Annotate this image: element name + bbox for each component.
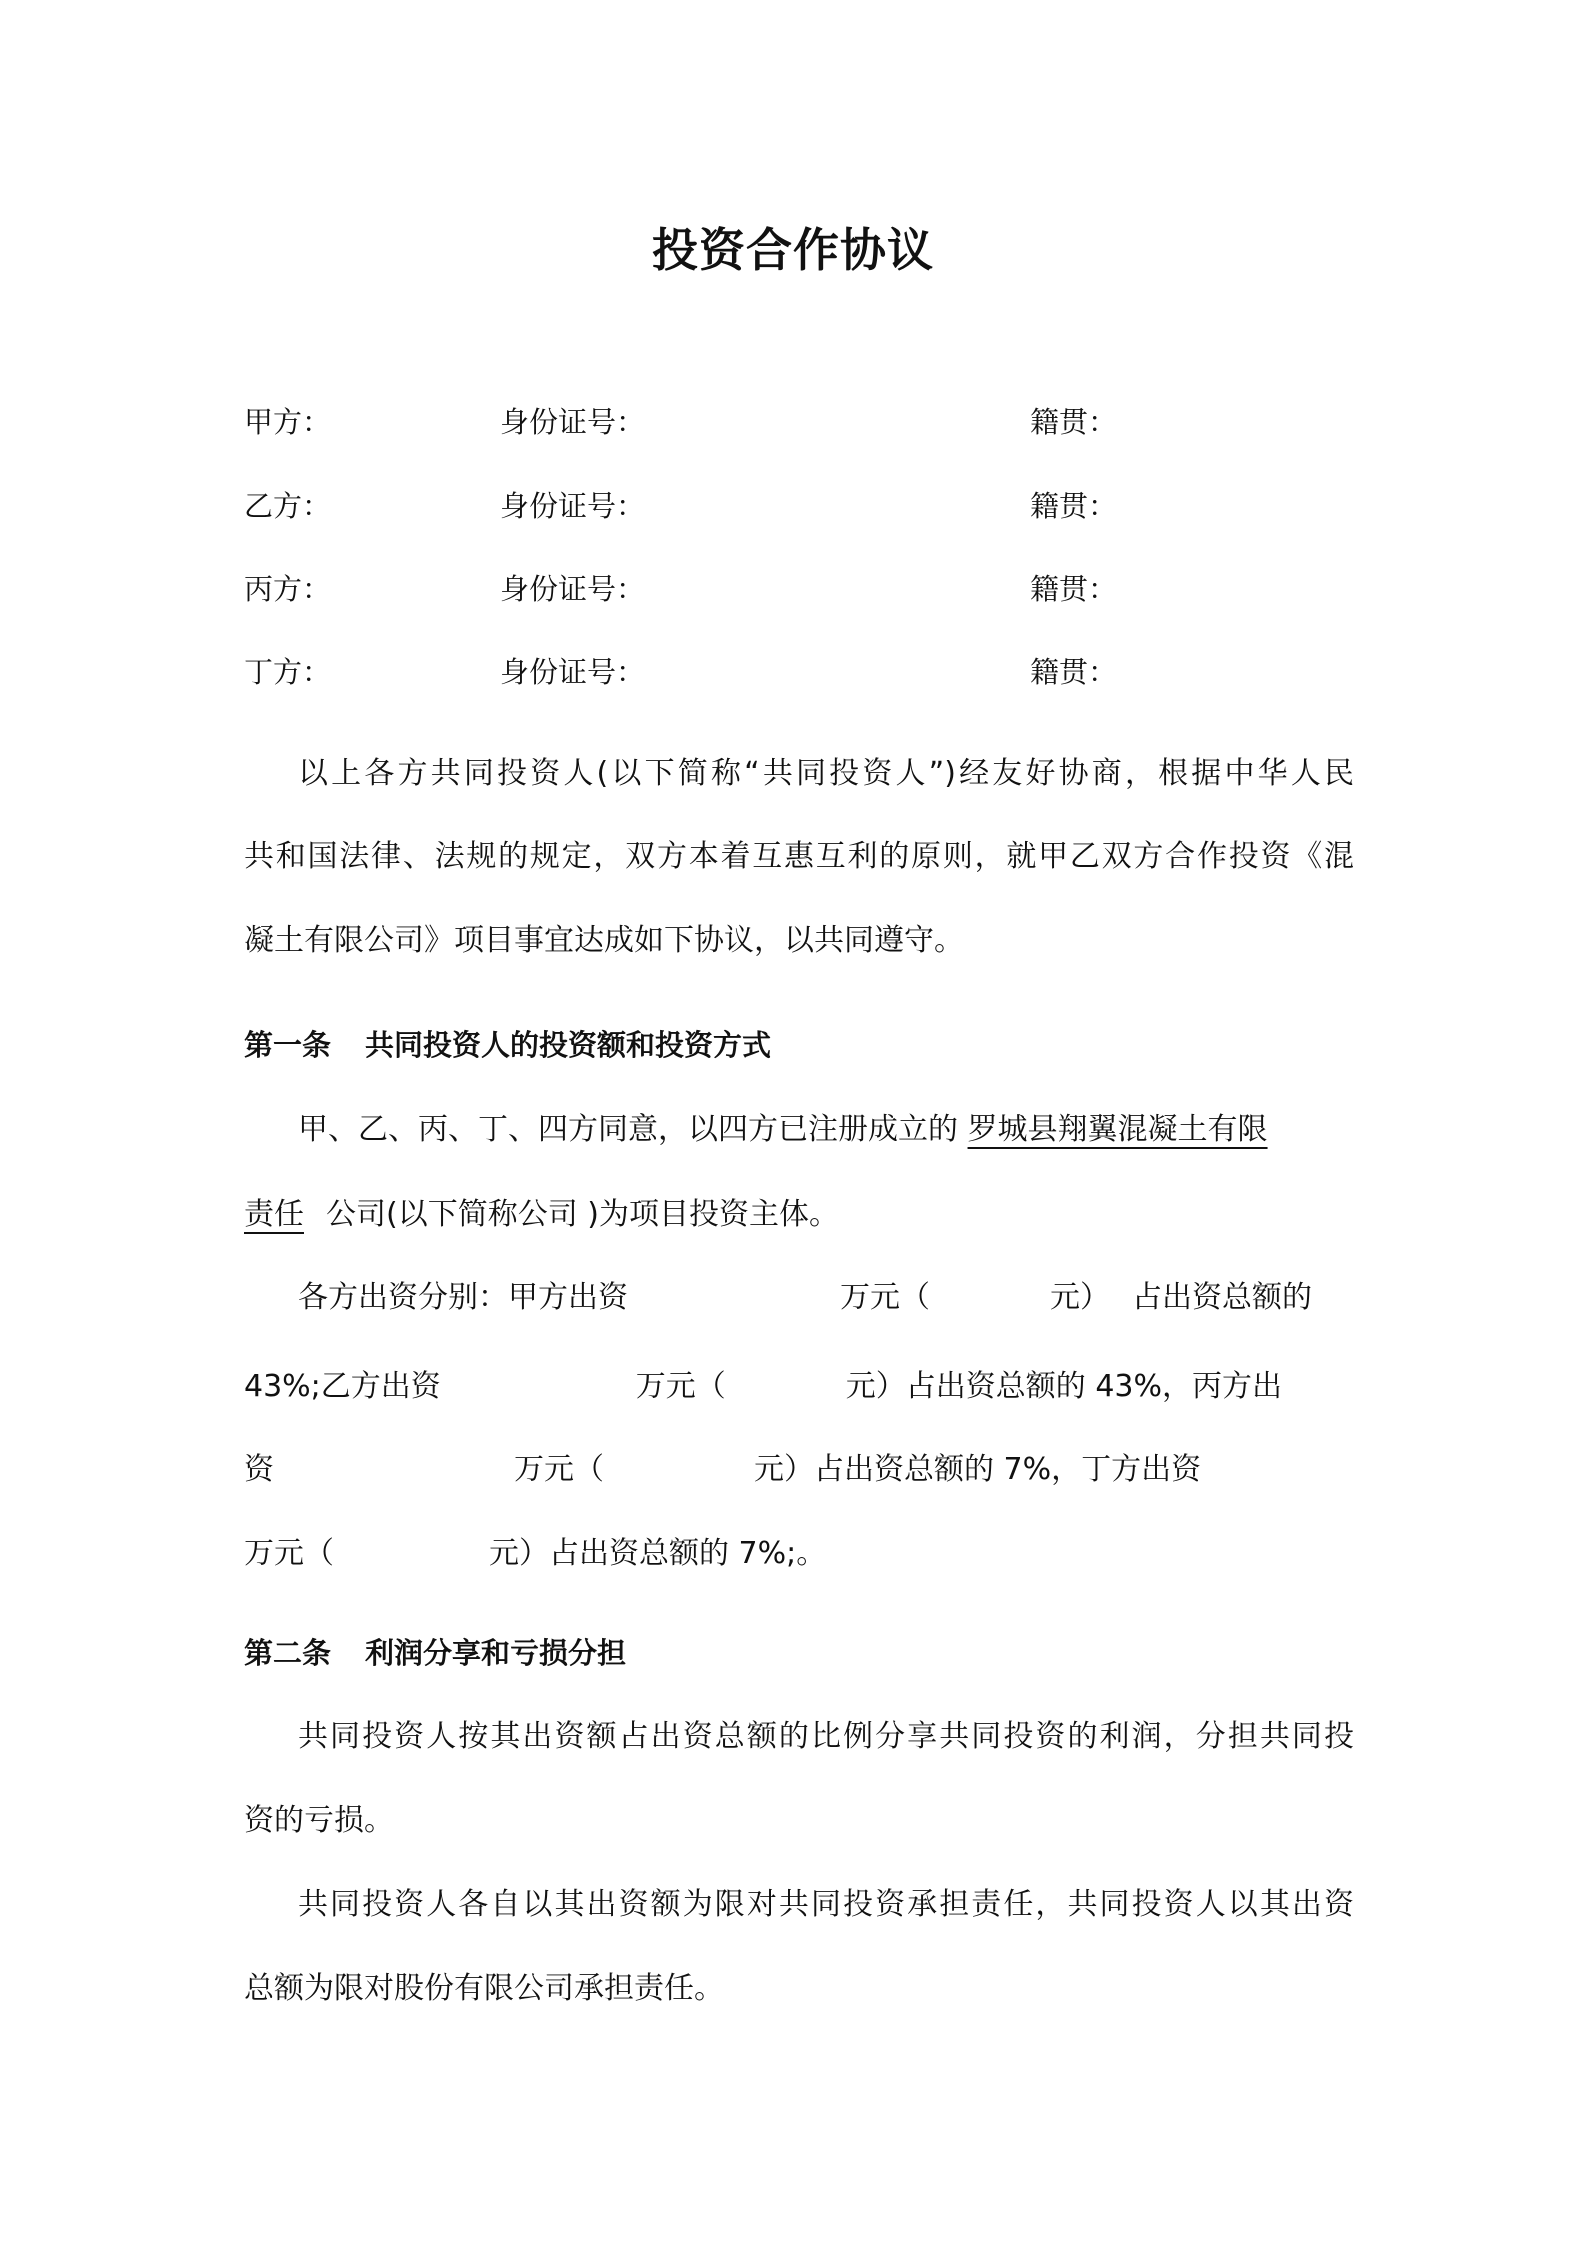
- company-name-underlined: 责任: [244, 1197, 304, 1232]
- article-title: 共同投资人的投资额和投资方式: [365, 1028, 772, 1062]
- paragraph-text: 占出资总额的: [1132, 1280, 1312, 1315]
- native-place-label: 籍贯：: [1030, 572, 1118, 606]
- id-number-label: 身份证号：: [500, 572, 646, 606]
- id-number-label: 身份证号：: [500, 655, 646, 689]
- party-row-bing: [0, 567, 1586, 627]
- party-row-jia: [0, 400, 1586, 460]
- party-label: 丙方：: [244, 572, 332, 606]
- preamble-line: 以上各方共同投资人(以下简称“共同投资人”)经友好协商，根据中华人民: [298, 756, 1354, 791]
- article-1-heading: [244, 1025, 1354, 1065]
- article-number: 第一条: [244, 1028, 332, 1062]
- party-label: 甲方：: [244, 405, 332, 439]
- article-2-heading: [244, 1633, 1354, 1673]
- paragraph-text: 各方出资分别：甲方出资: [298, 1280, 628, 1315]
- paragraph-text: 万元（: [635, 1369, 726, 1404]
- article-1-paragraph-line: [244, 1195, 1354, 1235]
- paragraph-text: 元）占出资总额的 43%，丙方出: [845, 1369, 1283, 1404]
- paragraph-text: 元）占出资总额的 7%;。: [489, 1536, 827, 1571]
- party-label: 乙方：: [244, 489, 332, 523]
- paragraph-text: 资: [244, 1452, 274, 1487]
- article-number: 第二条: [244, 1636, 332, 1670]
- party-label: 丁方：: [244, 655, 332, 689]
- preamble-line: 共和国法律、法规的规定，双方本着互惠互利的原则，就甲乙双方合作投资《混: [244, 839, 1354, 874]
- document-title: 投资合作协议: [652, 223, 934, 277]
- article-1-paragraph-line: [298, 1110, 1354, 1150]
- preamble-line: 凝土有限公司》项目事宜达成如下协议，以共同遵守。: [244, 923, 964, 958]
- id-number-label: 身份证号：: [500, 489, 646, 523]
- contribution-line: [244, 1534, 1354, 1574]
- paragraph-text: 万元（: [244, 1536, 334, 1571]
- native-place-label: 籍贯：: [1030, 405, 1118, 439]
- party-row-yi: [0, 484, 1586, 544]
- article-2-paragraph-line: 总额为限对股份有限公司承担责任。: [244, 1971, 724, 2006]
- paragraph-text: 甲、乙、丙、丁、四方同意，以四方已注册成立的: [298, 1112, 958, 1147]
- paragraph-text: 43%;乙方出资: [244, 1369, 441, 1404]
- id-number-label: 身份证号：: [500, 405, 646, 439]
- company-name-underlined: 罗城县翔翼混凝土有限: [967, 1112, 1268, 1147]
- native-place-label: 籍贯：: [1030, 655, 1118, 689]
- contribution-line: [244, 1450, 1354, 1490]
- contribution-line: [244, 1367, 1354, 1407]
- article-2-paragraph-line: 共同投资人各自以其出资额为限对共同投资承担责任，共同投资人以其出资: [298, 1887, 1354, 1922]
- contribution-line: [298, 1278, 1354, 1318]
- article-title: 利润分享和亏损分担: [365, 1636, 627, 1670]
- article-2-paragraph-line: 资的亏损。: [244, 1803, 394, 1838]
- party-row-ding: [0, 650, 1586, 710]
- paragraph-text: 万元（: [514, 1452, 604, 1487]
- article-2-paragraph-line: 共同投资人按其出资额占出资总额的比例分享共同投资的利润，分担共同投: [298, 1719, 1354, 1754]
- paragraph-text: 公司(以下简称公司 )为项目投资主体。: [326, 1197, 839, 1232]
- paragraph-text: 元）占出资总额的 7%，丁方出资: [754, 1452, 1202, 1487]
- paragraph-text: 万元（: [840, 1280, 930, 1315]
- native-place-label: 籍贯：: [1030, 489, 1118, 523]
- paragraph-text: 元）: [1050, 1280, 1110, 1315]
